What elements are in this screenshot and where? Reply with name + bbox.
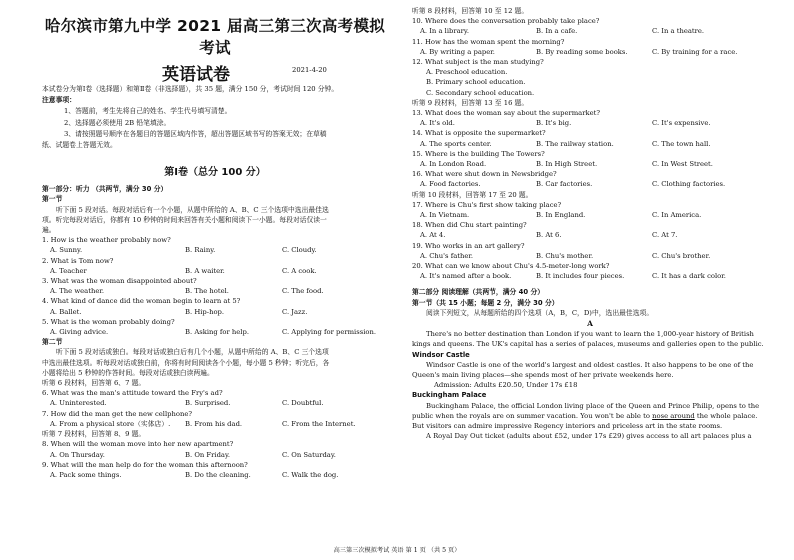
option-c: C. From the Internet. <box>282 419 356 428</box>
left-column <box>42 8 388 480</box>
question-text: 11. How has the woman spent the morning? <box>412 37 565 46</box>
question-options <box>42 286 388 296</box>
question-item <box>412 108 768 128</box>
note-2: 2、选择题必须使用 2B 铅笔填涂。 <box>64 118 171 127</box>
option-c: C. Cloudy. <box>282 246 317 255</box>
question-text: 4. What kind of dance did the woman begin to learn at 5? <box>42 297 241 306</box>
option-c: C. It has a dark color. <box>652 272 726 281</box>
question-options <box>42 470 388 480</box>
passage-p3-l2 <box>412 411 768 421</box>
question-text: 5. What is the woman probably doing? <box>42 317 175 326</box>
option-b: B. On Friday. <box>185 450 231 459</box>
text8-label: 听第 8 段材料，回答第 10 至 12 题。 <box>412 7 529 15</box>
option-a: A. At 4. <box>420 231 446 240</box>
text6-label: 听第 6 段材料，回答第 6、7 题。 <box>42 379 146 388</box>
reading-instructions: 阅读下列短文，从每题所给的四个选项（A，B，C，D)中，选出最佳选项。 <box>426 308 654 317</box>
option-a: A. Uninterested. <box>50 399 107 408</box>
question-item <box>412 149 768 169</box>
question-options <box>42 419 388 429</box>
question-item <box>42 256 388 276</box>
option-c: C. Walk the dog. <box>282 470 339 479</box>
sec2-instr-1: 听下面 5 段对话或独白。每段对话或独白后有几个小题，从题中所给的 A、B、C 三个选项 <box>56 348 329 357</box>
right-column <box>412 6 768 441</box>
q12-option-c: C. Secondary school education. <box>426 88 535 97</box>
note-1: 1、答题前，考生先将自己的姓名、学生代号填写清楚。 <box>64 107 232 116</box>
text9-label: 听第 9 段材料，回答第 13 至 16 题。 <box>412 98 529 107</box>
exam-intro: 本试卷分为第Ⅰ卷（选择题）和第Ⅱ卷（非选择题），共 35 题，满分 150 分，考试时间 120 分钟。 <box>42 85 339 93</box>
option-a: A. Ballet. <box>50 307 82 316</box>
option-b: B. In England. <box>536 211 586 220</box>
question-options <box>412 251 768 261</box>
option-a: A. It's old. <box>420 119 455 128</box>
option-c: C. A cook. <box>282 266 317 275</box>
question-12-text: 12. What subject is the man studying? <box>412 58 544 67</box>
option-a: A. Chu's father. <box>420 251 474 260</box>
option-c: C. By training for a race. <box>652 47 738 56</box>
question-text: 20. What can we know about Chu's 4.5-meter-long work? <box>412 262 610 271</box>
question-text: 7. How did the man get the new cellphone? <box>42 409 192 418</box>
reading-sec1: 第一节（共 15 小题；每题 2 分，满分 30 分） <box>412 298 559 307</box>
question-item <box>42 409 388 429</box>
option-a: A. The sports center. <box>420 139 492 148</box>
question-text: 3. What was the woman disappointed about? <box>42 277 197 286</box>
question-text: 15. Where is the building The Towers? <box>412 149 545 158</box>
question-text: 17. Where is Chu's first show taking place? <box>412 200 562 209</box>
option-b: B. Rainy. <box>185 246 216 255</box>
passage-p3-l1: Buckingham Palace, the official London living place of the Queen and Prince Philip, opens to the <box>426 401 760 410</box>
passage-p2-l2: Queen's main living places—she spends most of her private weekends here. <box>412 370 674 379</box>
sec2-instr-2: 中选出最佳选项。听每段对话或独白前，你将有时间阅读各个小题，每小题 5 秒钟；听完后，各 <box>42 358 330 367</box>
passage-p3-l4: A Royal Day Out ticket (adults about £52, under 17s £29) gives access to all art palaces plus a <box>426 432 752 441</box>
question-item <box>412 200 768 220</box>
option-c: C. In a theatre. <box>652 27 705 36</box>
p3-post: the whole palace. <box>694 411 758 420</box>
option-a: A. Giving advice. <box>50 328 109 337</box>
question-options <box>412 210 768 220</box>
question-item <box>42 388 388 408</box>
question-options <box>412 179 768 189</box>
exam-title: 哈尔滨市第九中学 2021 届高三第三次高考模拟考试 <box>44 17 386 57</box>
option-a: A. In a library. <box>420 27 470 36</box>
question-item <box>412 128 768 148</box>
option-a: A. By writing a paper. <box>420 47 495 56</box>
question-text: 13. What does the woman say about the supermarket? <box>412 109 600 118</box>
sec2-instr-3: 小题将给出 5 秒钟的作答时间。每段对话或独白读两遍。 <box>42 368 214 377</box>
question-text: 1. How is the weather probably now? <box>42 236 171 245</box>
option-c: C. Jazz. <box>282 307 308 316</box>
q12-option-a: A. Preschool education. <box>426 68 508 77</box>
question-options <box>42 398 388 408</box>
option-c: C. It's expensive. <box>652 119 711 128</box>
notes-label: 注意事项： <box>42 96 76 105</box>
buckingham-title: Buckingham Palace <box>412 391 487 400</box>
note-3-cont: 纸、试题卷上答题无效。 <box>42 141 117 150</box>
subtitle-row <box>42 60 388 85</box>
question-text: 18. When did Chu start painting? <box>412 221 527 230</box>
text10-label: 听第 10 段材料，回答第 17 至 20 题。 <box>412 190 533 199</box>
option-c: C. In America. <box>652 211 702 220</box>
question-text: 9. What will the man help do for the woman this afternoon? <box>42 460 248 469</box>
option-b: B. In a cafe. <box>536 27 578 36</box>
option-b: B. A waiter. <box>185 266 225 275</box>
option-b: B. Do the cleaning. <box>185 470 251 479</box>
exam-subtitle: 英语试卷 <box>162 65 230 85</box>
option-b: B. At 6. <box>536 231 562 240</box>
question-item <box>412 241 768 261</box>
page-footer: 高三第三次模拟考试 英语 第 1 页 （共 5 页） <box>333 547 461 554</box>
sec1-instr-1: 听下面 5 段对话。每段对话后有一个小题，从题中所给的 A、B、C 三个选项中选出最佳选 <box>56 205 329 214</box>
passage-p3-l3: But visitors can admire impressive Regency interiors and priceless art in the state rooms. <box>412 421 723 430</box>
option-b: B. Car factories. <box>536 180 593 189</box>
option-a: A. On Thursday. <box>50 450 105 459</box>
question-group-1-5 <box>42 235 388 337</box>
option-c: C. Clothing factories. <box>652 180 726 189</box>
option-b: B. Asking for help. <box>185 328 249 337</box>
p3-pre: public when the royals are on summer vacation. You won't be able to <box>412 411 653 420</box>
option-b: B. By reading some books. <box>536 47 628 56</box>
option-a: A. It's named after a book. <box>420 272 512 281</box>
option-c: C. Chu's brother. <box>652 251 711 260</box>
sec1-label: 第一节 <box>42 195 63 204</box>
windsor-admission: Admission: Adults £20.50, Under 17s £18 <box>434 381 578 390</box>
note-3: 3、请按照题号顺序在各题目的答题区域内作答，超出答题区域书写的答案无效；在草稿 <box>64 129 327 138</box>
question-item <box>412 169 768 189</box>
question-options <box>42 307 388 317</box>
question-options <box>412 26 768 36</box>
question-item <box>412 37 768 57</box>
question-item <box>42 296 388 316</box>
option-a: A. In London Road. <box>420 160 487 169</box>
listening-section-title: 第一部分：听力 （共两节，满分 30 分） <box>42 185 168 194</box>
exam-date: 2021-4-20 <box>292 66 327 74</box>
p3-underlined-phrase: nose around <box>652 411 695 420</box>
option-c: C. The food. <box>282 287 324 296</box>
option-a: A. From a physical store（实体店）. <box>50 419 171 428</box>
passage-p2-l1: Windsor Castle is one of the world's largest and oldest castles. It also happens to be one of the <box>426 360 754 369</box>
question-options <box>42 245 388 255</box>
windsor-title: Windsor Castle <box>412 350 470 359</box>
question-item <box>412 16 768 36</box>
question-item <box>412 220 768 240</box>
option-b: B. In High Street. <box>536 160 598 169</box>
passage-p1-l1: There's no better destination than London if you want to learn the 1,000-year history of British <box>426 330 754 339</box>
option-a: A. The weather. <box>50 287 105 296</box>
part1-title: 第Ⅰ卷（总分 100 分） <box>164 167 266 179</box>
question-text: 2. What is Tom now? <box>42 256 114 265</box>
option-c: C. On Saturday. <box>282 450 336 459</box>
passage-p1-l2: kings and queens. The UK's capital has a series of palaces, museums and galleries open to the public. <box>412 340 764 349</box>
question-text: 14. What is opposite the supermarket? <box>412 129 546 138</box>
reading-title: 第二部分 阅读理解（共两节，满分 40 分） <box>412 288 545 297</box>
question-item <box>42 276 388 296</box>
question-text: 10. Where does the conversation probably take place? <box>412 17 600 26</box>
option-a: A. Pack some things. <box>50 470 122 479</box>
option-b: B. From his dad. <box>185 419 243 428</box>
sec1-instr-3: 遍。 <box>42 226 56 235</box>
question-options <box>42 450 388 460</box>
question-options <box>412 230 768 240</box>
question-item <box>42 317 388 337</box>
option-c: C. Doubtful. <box>282 399 324 408</box>
question-item <box>42 460 388 480</box>
option-b: B. Surprised. <box>185 399 231 408</box>
question-options <box>412 47 768 57</box>
question-item <box>412 261 768 281</box>
option-b: B. It includes four pieces. <box>536 272 625 281</box>
question-text: 16. What were shut down in Newsbridge? <box>412 170 557 179</box>
option-b: B. Hip-hop. <box>185 307 225 316</box>
question-item <box>42 235 388 255</box>
question-text: 6. What was the man's attitude toward the Fry's ad? <box>42 389 223 398</box>
option-b: B. It's big. <box>536 119 572 128</box>
question-text: 19. Who works in an art gallery? <box>412 241 525 250</box>
option-a: A. Sunny. <box>50 246 83 255</box>
option-c: C. In West Street. <box>652 160 713 169</box>
question-options <box>412 118 768 128</box>
option-b: B. The hotel. <box>185 287 229 296</box>
passage-letter: A <box>587 319 593 329</box>
option-b: B. Chu's mother. <box>536 251 594 260</box>
question-options <box>42 266 388 276</box>
question-options <box>412 139 768 149</box>
q12-option-b: B. Primary school education. <box>426 78 526 87</box>
question-options <box>412 271 768 281</box>
sec2-label: 第二节 <box>42 338 63 347</box>
sec1-instr-2: 项。听完每段对话后，你都有 10 秒钟的时间来回答有关小题和阅读下一小题。每段对话仅读一 <box>42 215 327 224</box>
option-b: B. The railway station. <box>536 139 614 148</box>
option-c: C. The town hall. <box>652 139 711 148</box>
option-a: A. Food factories. <box>420 180 481 189</box>
option-c: C. At 7. <box>652 231 678 240</box>
question-options <box>42 327 388 337</box>
option-a: A. Teacher <box>50 266 87 275</box>
text7-label: 听第 7 段材料，回答第 8、9 题。 <box>42 430 146 439</box>
option-a: A. In Vietnam. <box>420 211 470 220</box>
question-item <box>42 439 388 459</box>
option-c: C. Applying for permission. <box>282 328 377 337</box>
question-options <box>412 159 768 169</box>
question-text: 8. When will the woman move into her new apartment? <box>42 440 234 449</box>
